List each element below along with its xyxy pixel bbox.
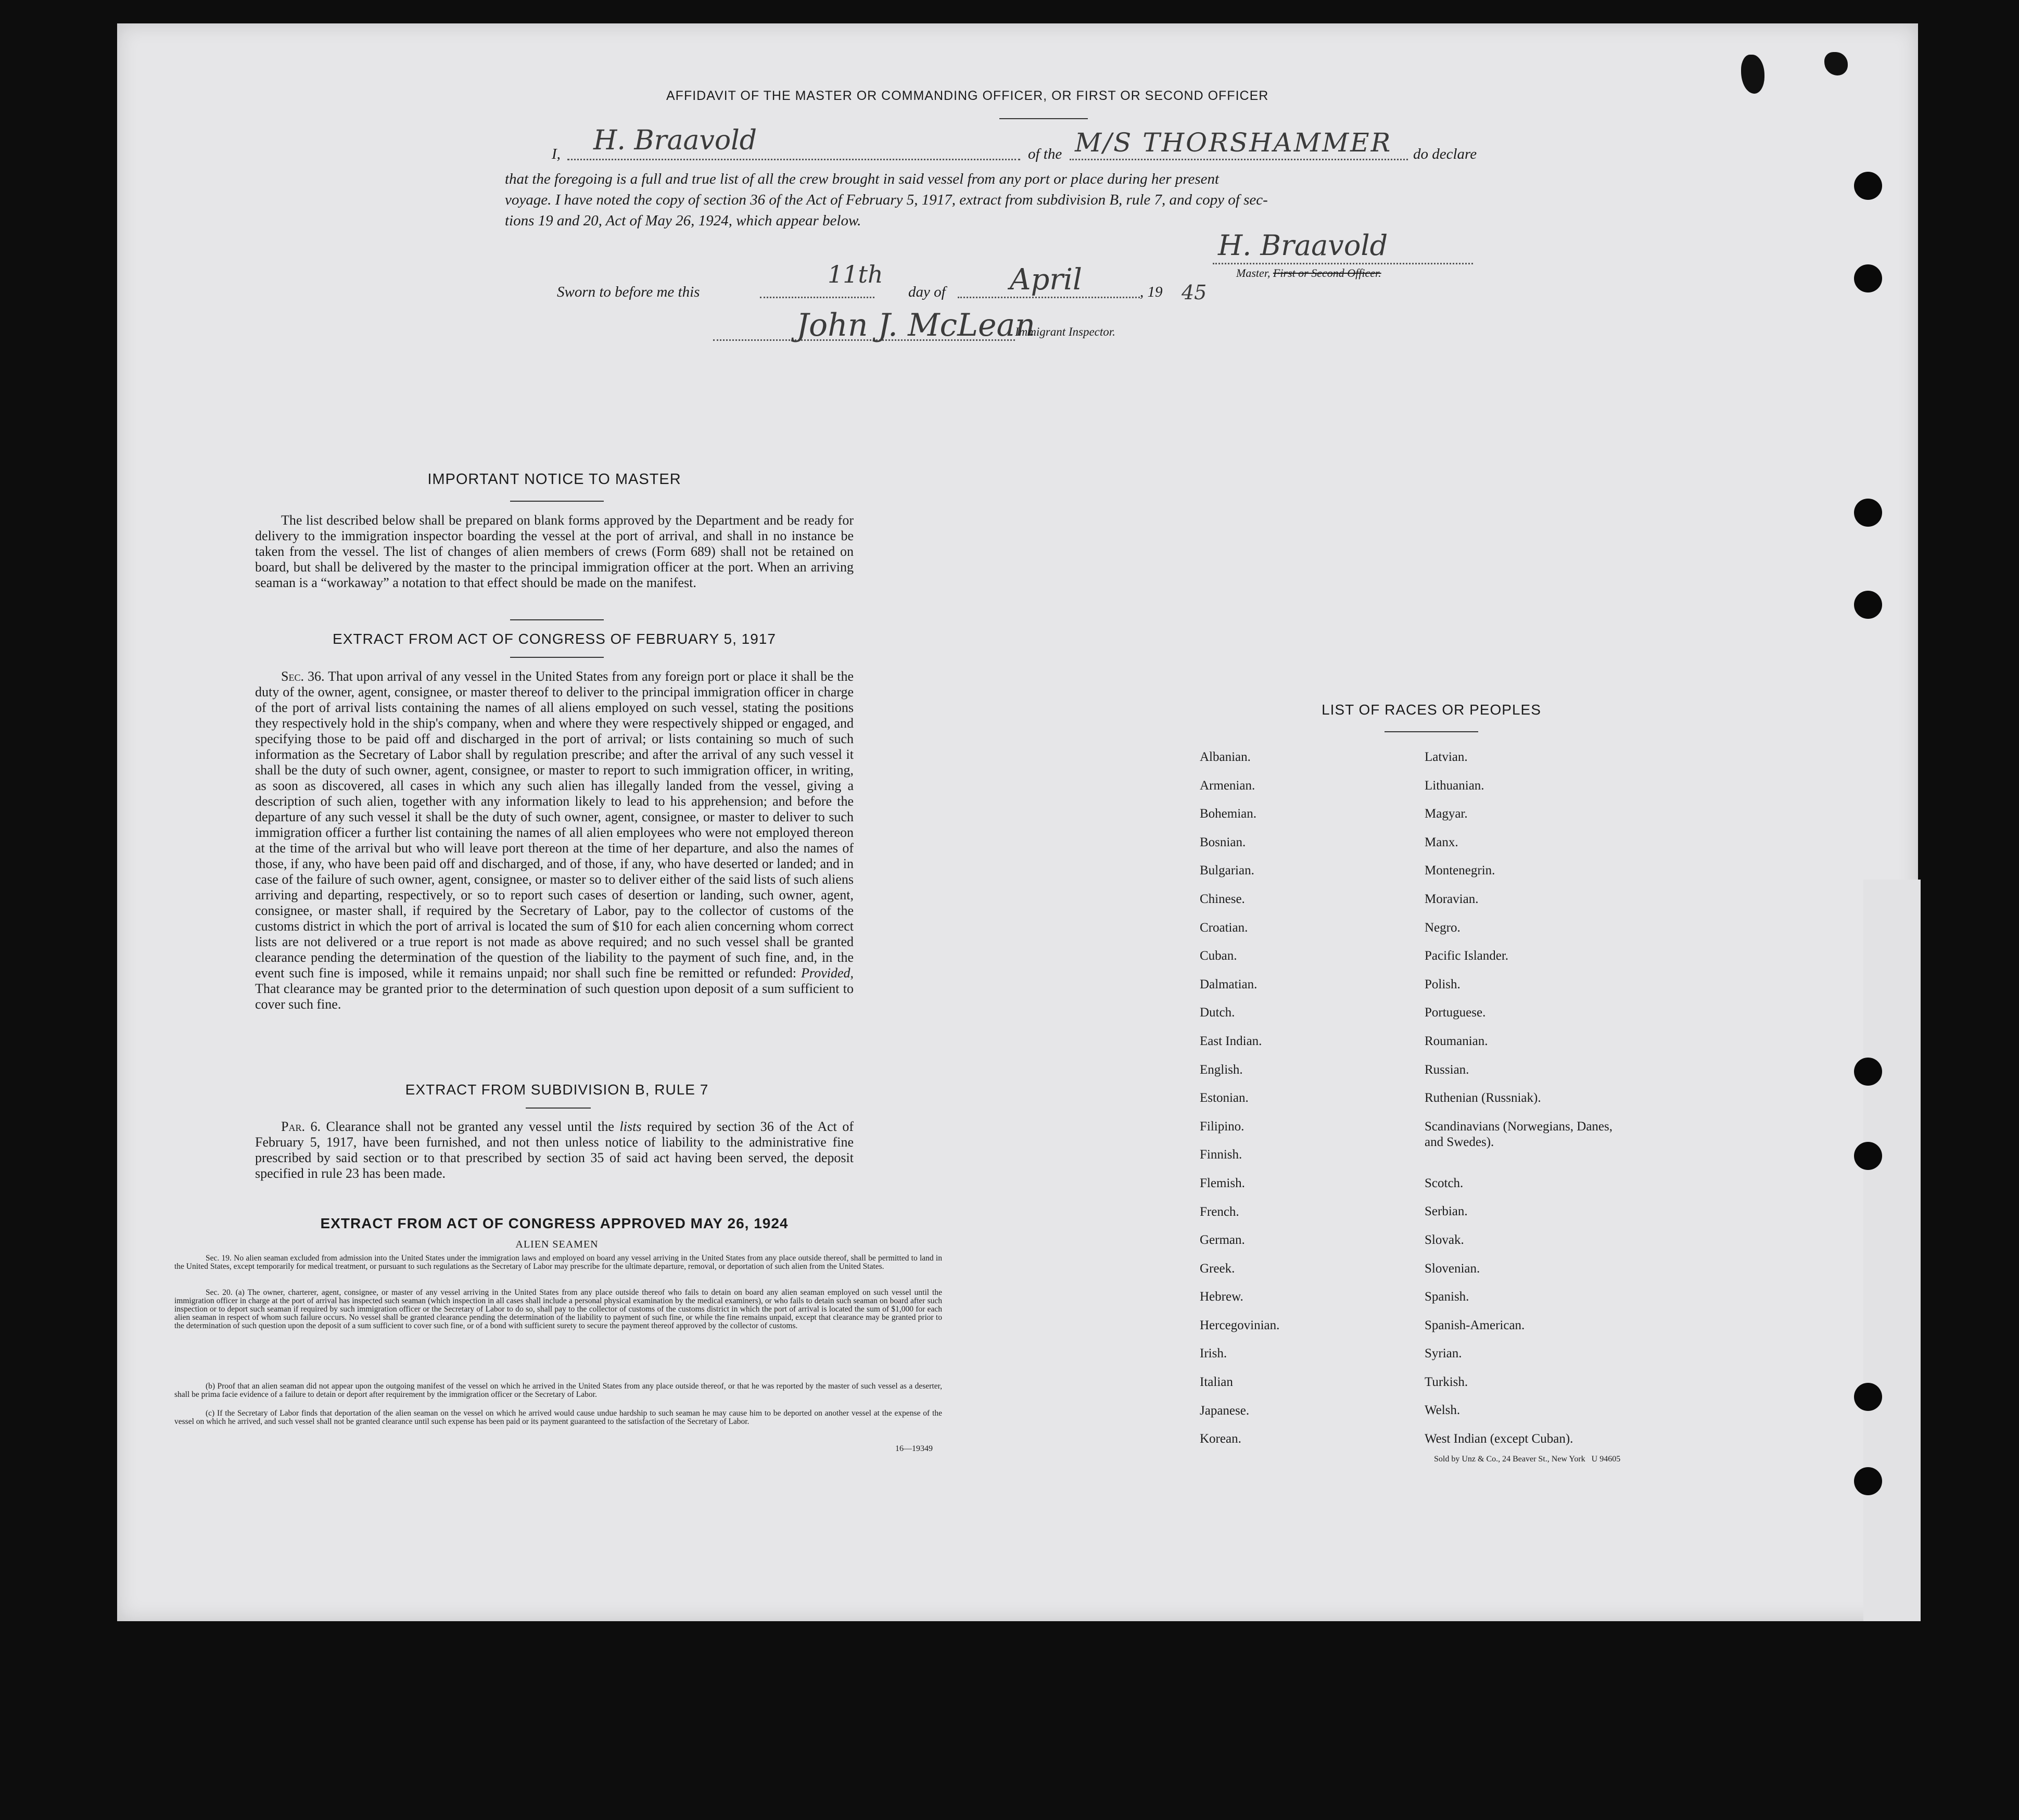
extract-1924-title: EXTRACT FROM ACT OF CONGRESS APPROVED MAY 26, 1924 xyxy=(320,1215,789,1231)
day-of-label: day of xyxy=(908,284,946,300)
race-item: Italian xyxy=(1200,1375,1233,1390)
affidavit-title: AFFIDAVIT OF THE MASTER OR COMMANDING OFFICER, OR FIRST OR SECOND OFFICER xyxy=(666,88,1269,103)
race-item: French. xyxy=(1200,1204,1239,1219)
race-item: Croatian. xyxy=(1200,920,1248,935)
par-label: Par. 6. xyxy=(281,1119,321,1134)
sworn-label: Sworn to before me this xyxy=(557,284,700,300)
affidavit-line-3: voyage. I have noted the copy of section 36 of the Act of February 5, 1917, extract from subdivision B, rule 7, and copy of sec- xyxy=(505,192,1268,208)
provided-label: Provided, xyxy=(801,965,854,981)
race-item: Cuban. xyxy=(1200,949,1237,963)
i-label: I, xyxy=(552,146,561,162)
sec20b-text: (b) Proof that an alien seaman did not appear upon the outgoing manifest of the vessel on which he arrived in the United States from any place outside thereof, or that he was reported by the master of such vessel as a deserter, shall be prima facie evidence of a failure to detain or deport after requirement by the immigration officer or the Secretary of Labor. xyxy=(174,1382,942,1399)
affidavit-line-2: that the foregoing is a full and true list of all the crew brought in said vessel from any port or place during her present xyxy=(505,171,1220,187)
punch-hole xyxy=(1854,172,1882,200)
section-label: Sec. 36. xyxy=(281,669,325,684)
race-item: Roumanian. xyxy=(1425,1034,1488,1048)
race-item: Korean. xyxy=(1200,1432,1241,1446)
race-item: Turkish. xyxy=(1425,1374,1468,1389)
race-item: Japanese. xyxy=(1200,1403,1250,1418)
sec19-text: Sec. 19. No alien seaman excluded from admission into the United States under the immigration laws and employed on board any vessel arriving in the United States from any place outside thereof, shall be permitted to land in the United States, except temporarily for medical treatment, or pursuant to such regulations as the Secretary of Labor may prescribe for the ultimate departure, removal, or deportation of such alien from the United States. xyxy=(174,1254,942,1271)
sec20c-text: (c) If the Secretary of Labor finds that deportation of the alien seaman on the vessel on which he arrived would cause undue hardship to such seaman he may cause him to be deported on another vessel at the expense of the vessel on which he arrived, and such vessel shall not be granted clearance until such expense has been paid or its payment guaranteed to the satisfaction of the Secretary of Labor. xyxy=(174,1409,942,1426)
punch-hole xyxy=(1854,1058,1882,1086)
races-title: LIST OF RACES OR PEOPLES xyxy=(1322,702,1541,718)
punch-hole xyxy=(1854,264,1882,292)
notice-title: IMPORTANT NOTICE TO MASTER xyxy=(427,471,681,488)
punch-hole xyxy=(1854,1467,1882,1495)
inspector-signature: John J. McLean xyxy=(796,307,1035,343)
name-blank xyxy=(567,159,1020,160)
race-item: West Indian (except Cuban). xyxy=(1425,1432,1573,1446)
master-name-handwritten: H. Braavold xyxy=(593,125,757,156)
punch-hole xyxy=(1854,1142,1882,1170)
of-the-label: of the xyxy=(1028,146,1062,162)
alien-seamen-subtitle: ALIEN SEAMEN xyxy=(515,1239,599,1250)
divider xyxy=(999,118,1088,119)
rule7-title: EXTRACT FROM SUBDIVISION B, RULE 7 xyxy=(405,1081,709,1098)
race-item: Bulgarian. xyxy=(1200,863,1254,878)
vessel-blank xyxy=(1070,159,1408,160)
race-item: Spanish-American. xyxy=(1425,1318,1525,1332)
year-label xyxy=(1140,284,1163,301)
master-signature: H. Braavold xyxy=(1218,229,1388,262)
sec20a-text: Sec. 20. (a) The owner, charterer, agent, consignee, or master of any vessel arriving in the United States from any place outside thereof who fails to detain on board any alien seaman employed on such vessel until the immigration officer in charge at the port of arrival has inspected such seaman (which inspection in all cases shall include a personal physical examination by the medical examiners), or who fails to detain such seaman on board after such inspection or to deport such seaman if required by such immigration officer or the Secretary of Labor to do so, shall pay to the collector of customs of the customs district in which the port of arrival is located the sum of $1,000 for each alien seaman in respect of whom such failure occurs. No vessel shall be granted clearance pending the determination of the liability to payment of such fine, or while the fine remains unpaid, except that clearance may be granted prior to the determination of such question upon the deposit of a sum sufficient to cover such fine, or of a bond with sufficient surety to secure the payment thereof approved by the collector of customs. xyxy=(174,1288,942,1330)
race-item: Portuguese. xyxy=(1425,1006,1486,1020)
page-edge xyxy=(1863,880,1921,1621)
divider xyxy=(510,619,604,620)
do-declare-label: do declare xyxy=(1413,146,1477,162)
divider xyxy=(510,657,604,658)
divider xyxy=(1385,731,1478,732)
race-item: Irish. xyxy=(1200,1346,1227,1361)
inspector-caption: Immigrant Inspector. xyxy=(1015,325,1115,338)
extract-1917-body xyxy=(255,669,854,1012)
race-item: Bosnian. xyxy=(1200,835,1246,849)
divider xyxy=(510,501,604,502)
race-item: Spanish. xyxy=(1425,1290,1469,1304)
master-label: Master, xyxy=(1236,266,1271,279)
race-item: Estonian. xyxy=(1200,1091,1249,1105)
race-item: East Indian. xyxy=(1200,1034,1262,1048)
rule7-text-b: required by section 36 of the Act of February 5, 1917, have been furnished, and not then unless notice of liability to the administrative fine prescribed by said section or to that prescribed by section 35 of said act having been served, the deposit specified in rule 23 has been made. xyxy=(255,1119,854,1181)
race-item: Syrian. xyxy=(1425,1346,1462,1361)
race-item: Dutch. xyxy=(1200,1006,1235,1020)
signature-line xyxy=(1213,263,1473,264)
race-item: Albanian. xyxy=(1200,750,1251,764)
race-item: Lithuanian. xyxy=(1425,778,1484,793)
punch-hole xyxy=(1854,1383,1882,1411)
race-item: Scotch. xyxy=(1425,1176,1464,1190)
year-prefix: , 19 xyxy=(1140,284,1163,300)
section-text: That upon arrival of any vessel in the United States from any foreign port or place it shall be the duty of the owner, agent, consignee, or master thereof to deliver to the principal immigration officer in charge of the port of arrival lists containing the names of all aliens employed on such vessel, stating the positions they respectively hold in the ship's company, when and where they were respectively shipped or engaged, and specifying those to be paid off and discharged in the port of arrival; or lists containing so much of such information as the Secretary of Labor shall by regulation prescribe; and after the arrival of any such vessel it shall be the duty of such owner, agent, consignee, or master to report to such immigration officer, in writing, as soon as discovered, all cases in which any such alien has illegally landed from the vessel, giving a description of such alien, together with any information likely to lead to his apprehension; and before the departure of any such vessel it shall be the duty of such owner, agent, consignee, or master to deliver to such immigration officer a further list containing the names of all alien employees who were not employed thereon at the time of the arrival but who will leave port thereon at the time of her departure, and also the names of those, if any, who have been paid off and discharged, and of those, if any, who have deserted or landed; and in case of the failure of such owner, agent, consignee, or master so to deliver either of the said lists of such aliens arriving and departing, respectively, or so to report such cases of desertion or landing, such owner, agent, consignee, or master shall, if required by the Secretary of Labor, pay to the collector of customs of the customs district in which the port of arrival is located the sum of $10 for each alien concerning whom correct lists are not delivered or a true report is not made as above required; and no such vessel shall be granted clearance pending the determination of the question of the liability to the payment of such fine, and, in the event such fine is imposed, while it remains unpaid; nor shall such fine be remitted or refunded: xyxy=(255,669,854,981)
race-item: Welsh. xyxy=(1425,1403,1461,1418)
race-item: Bohemian. xyxy=(1200,807,1257,821)
punch-hole xyxy=(1854,499,1882,527)
rule7-body xyxy=(255,1119,854,1181)
divider xyxy=(526,1108,591,1109)
race-item: Latvian. xyxy=(1425,750,1468,764)
races-right-column xyxy=(1425,749,1622,1460)
year-handwritten: 45 xyxy=(1182,281,1207,304)
punch-hole xyxy=(1854,591,1882,619)
section-text-end: That clearance may be granted prior to the determination of such question upon deposit of a sum sufficient to cover such fine. xyxy=(255,981,854,1012)
race-item: Manx. xyxy=(1425,835,1458,849)
race-item: Scandinavians (Norwegians, Danes, and Swedes). xyxy=(1425,1119,1613,1149)
race-item: Russian. xyxy=(1425,1062,1469,1077)
race-item: Slovak. xyxy=(1425,1232,1464,1247)
race-item: Magyar. xyxy=(1425,807,1468,821)
publisher-imprint: Sold by Unz & Co., 24 Beaver St., New York U 94605 xyxy=(1434,1455,1621,1463)
race-item: Moravian. xyxy=(1425,892,1479,906)
race-item: Polish. xyxy=(1425,977,1461,991)
race-item: Flemish. xyxy=(1200,1176,1245,1190)
extract-1917-title: EXTRACT FROM ACT OF CONGRESS OF FEBRUARY 5, 1917 xyxy=(333,631,776,647)
race-item: Hercegovinian. xyxy=(1200,1318,1280,1332)
month-blank xyxy=(958,297,1140,298)
race-item: Hebrew. xyxy=(1200,1290,1243,1304)
race-item: Dalmatian. xyxy=(1200,977,1258,991)
struck-label: First or Second Officer. xyxy=(1273,266,1381,279)
race-item: Montenegrin. xyxy=(1425,863,1495,878)
rule7-text-a: Clearance shall not be granted any vessel until the xyxy=(326,1119,614,1134)
race-item: English. xyxy=(1200,1062,1243,1077)
affidavit-line-1 xyxy=(552,146,561,163)
affidavit-line-4: tions 19 and 20, Act of May 26, 1924, which appear below. xyxy=(505,212,861,229)
signature-caption xyxy=(1236,266,1381,280)
race-item: Armenian. xyxy=(1200,778,1255,793)
race-item: Filipino. xyxy=(1200,1119,1245,1134)
race-item: Serbian. xyxy=(1425,1204,1468,1219)
race-item: German. xyxy=(1200,1233,1245,1248)
race-item: Negro. xyxy=(1425,920,1461,935)
vessel-handwritten: M/S THORSHAMMER xyxy=(1075,128,1392,158)
lists-word: lists xyxy=(619,1119,642,1134)
day-handwritten: 11th xyxy=(828,260,883,288)
races-left-column xyxy=(1200,749,1279,1460)
race-item: Pacific Islander. xyxy=(1425,949,1509,963)
race-item: Finnish. xyxy=(1200,1148,1242,1162)
month-handwritten: April xyxy=(1010,263,1082,297)
race-item: Slovenian. xyxy=(1425,1261,1480,1276)
notice-body: The list described below shall be prepared on blank forms approved by the Department and be ready for delivery to the immigration inspector boarding the vessel at the port of arrival, and shall in no instance be taken from the vessel. The list of changes of alien members of crews (Form 689) shall not be retained on board, but shall be delivered by the master to the principal immigration officer at the port. When an arriving seaman is a “workaway” a notation to that effect should be made on the manifest. xyxy=(255,513,854,590)
form-number: 16—19349 xyxy=(895,1444,933,1453)
race-item: Greek. xyxy=(1200,1261,1235,1276)
race-item: Chinese. xyxy=(1200,892,1245,906)
race-item: Ruthenian (Russniak). xyxy=(1425,1091,1541,1105)
day-blank xyxy=(760,297,874,298)
